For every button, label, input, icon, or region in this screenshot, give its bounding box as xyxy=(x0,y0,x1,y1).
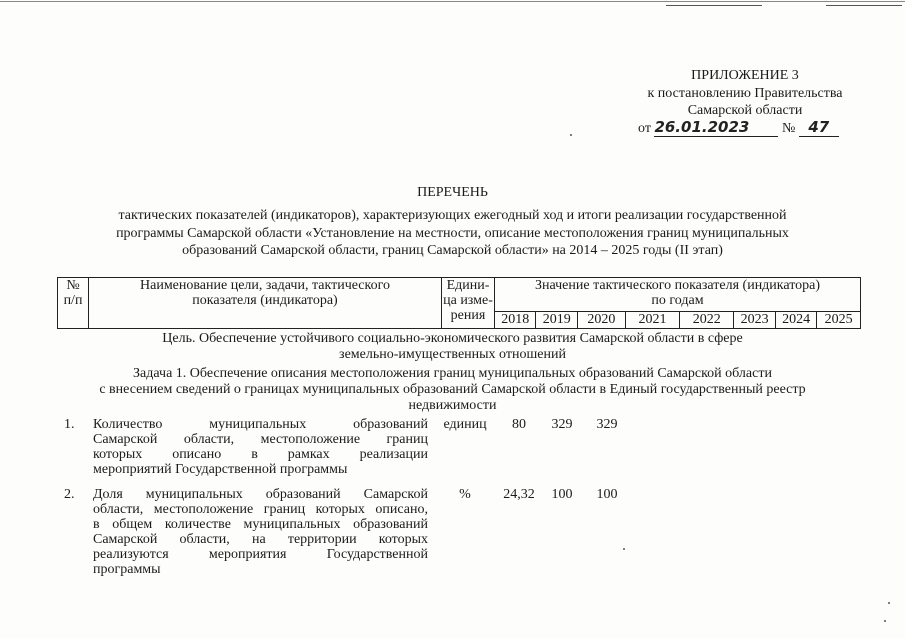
scan-speck xyxy=(623,548,625,550)
appendix-line2: Самарской области xyxy=(687,103,803,118)
appendix-title: ПРИЛОЖЕНИЕ 3 xyxy=(691,68,799,83)
row1-value-2020: 329 xyxy=(596,417,618,432)
date-prefix: от xyxy=(638,121,651,136)
table-header xyxy=(57,277,861,329)
heading-line2: программы Самарской области «Установление на местности, описание местоположения границ муниципальных xyxy=(116,226,789,241)
document-title: ПЕРЕЧЕНЬ xyxy=(417,185,488,200)
year-2020: 2020 xyxy=(577,312,625,329)
col-num-header: № п/п xyxy=(58,278,89,329)
row1-value-2019: 329 xyxy=(551,417,573,432)
row2-name: Доля муниципальных образований Самарской области, местоположение границ которых описано, в общем количестве муниципальных образований Самарской области, на территории которых реализуются мероприятия Государственной программы xyxy=(93,487,428,577)
scan-top-edge xyxy=(0,1,905,2)
row1-number: 1. xyxy=(64,417,75,432)
scan-speck xyxy=(888,602,890,604)
year-2025: 2025 xyxy=(817,312,861,329)
task-line2: с внесением сведений о границах муниципальных образований Самарской области в Единый государственный реестр xyxy=(99,382,806,397)
row1-unit: единиц xyxy=(443,417,487,432)
year-2023: 2023 xyxy=(734,312,775,329)
heading-line3: образований Самарской области, границ Самарской области» на 2014 – 2025 годы (II этап) xyxy=(182,243,723,258)
row1-name: Количество муниципальных образований Самарской области, местоположение границ которых описано в рамках реализации мероприятий Государственной программы xyxy=(93,417,428,477)
task-line1: Задача 1. Обеспечение описания местоположения границ муниципальных образований Самарской области xyxy=(133,366,772,381)
row2-number: 2. xyxy=(64,487,75,502)
goal-line1: Цель. Обеспечение устойчивого социально-экономического развития Самарской области в сфере xyxy=(162,331,743,346)
scan-speck xyxy=(570,134,572,136)
col-values-header: Значение тактического показателя (индикатора) по годам xyxy=(495,278,861,312)
row2-unit: % xyxy=(459,487,471,502)
appendix-date-line xyxy=(638,118,858,138)
row2-value-2018: 24,32 xyxy=(503,487,535,502)
scan-mark xyxy=(666,5,762,6)
year-2019: 2019 xyxy=(536,312,577,329)
appendix-line1: к постановлению Правительства xyxy=(647,86,843,101)
col-name-header: Наименование цели, задачи, тактического показателя (индикатора) xyxy=(89,278,442,329)
handwritten-number: 47 xyxy=(799,118,839,137)
year-2018: 2018 xyxy=(495,312,536,329)
task-line3: недвижимости xyxy=(408,398,497,413)
row2-value-2020: 100 xyxy=(596,487,618,502)
row2-value-2019: 100 xyxy=(551,487,573,502)
scan-speck xyxy=(884,620,886,622)
year-2021: 2021 xyxy=(625,312,679,329)
number-prefix: № xyxy=(781,121,796,136)
year-2024: 2024 xyxy=(775,312,816,329)
scan-mark xyxy=(826,5,902,6)
handwritten-date: 26.01.2023 xyxy=(654,118,778,137)
heading-line1: тактических показателей (индикаторов), характеризующих ежегодный ход и итоги реализации государственной xyxy=(118,208,787,223)
year-2022: 2022 xyxy=(680,312,734,329)
col-unit-header: Едини- ца изме- рения xyxy=(442,278,495,329)
row1-value-2018: 80 xyxy=(512,417,526,432)
goal-line2: земельно-имущественных отношений xyxy=(339,347,566,362)
